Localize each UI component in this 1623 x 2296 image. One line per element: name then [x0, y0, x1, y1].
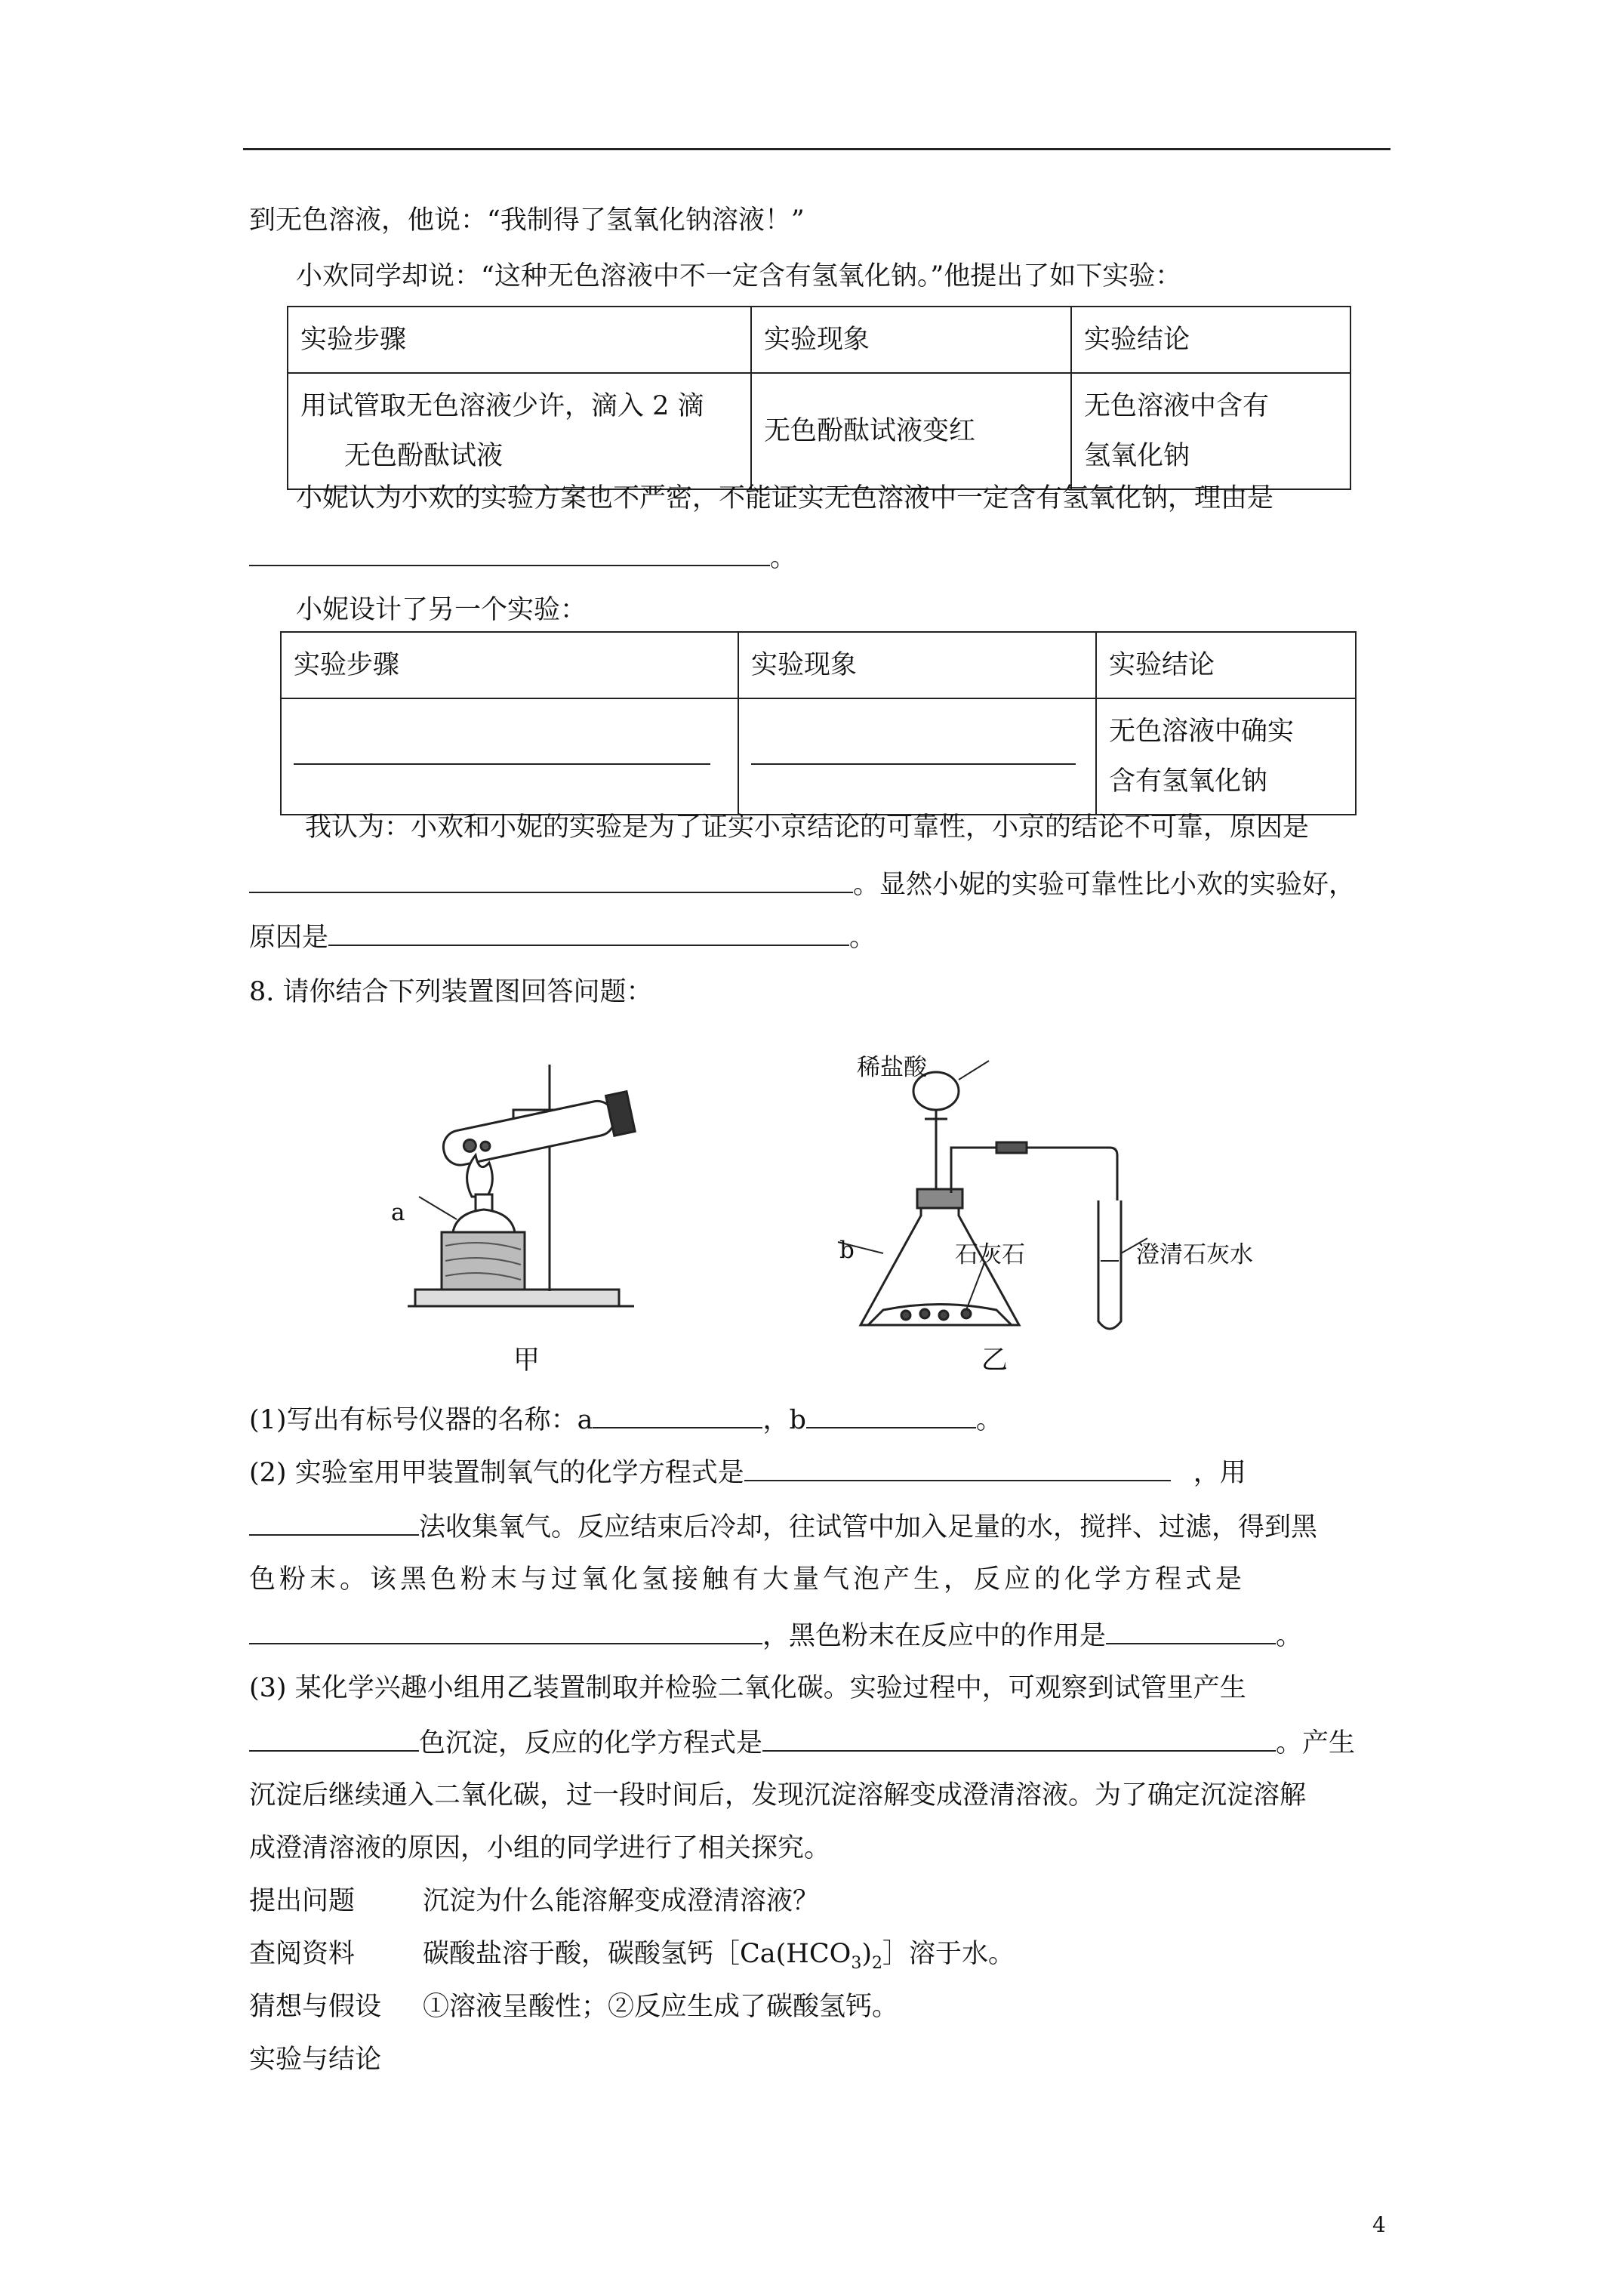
apparatus-yi [838, 1061, 1147, 1329]
text-line: 小妮设计了另一个实验： [296, 595, 587, 625]
header-rule [243, 148, 1390, 150]
inquiry-value: ①溶液呈酸性；②反应生成了碳酸氢钙。 [423, 1992, 899, 2022]
caption-jia: 甲 [513, 1345, 540, 1376]
step-line: 用试管取无色溶液少许，滴入 2 滴 [300, 391, 704, 421]
text-line: 成澄清溶液的原因，小组的同学进行了相关探究。 [249, 1833, 831, 1863]
text-line: 法收集氧气。反应结束后冷却，往试管中加入足量的水，搅拌、过滤，得到黑 [249, 1507, 1317, 1546]
answer-blank[interactable] [806, 1400, 976, 1428]
answer-blank[interactable] [249, 1723, 419, 1752]
text-line: 色沉淀，反应的化学方程式是 。产生 [249, 1723, 1355, 1761]
text-line: 我认为：小欢和小妮的实验是为了证实小京结论的可靠性，小京的结论不可靠，原因是 [305, 812, 1310, 843]
answer-blank[interactable] [328, 917, 849, 946]
table-header-row [288, 307, 1350, 373]
experiment-table-1 [287, 306, 1351, 490]
inquiry-key: 提出问题 [249, 1886, 356, 1916]
answer-blank[interactable] [294, 736, 710, 765]
apparatus-figure [362, 1034, 1306, 1351]
answer-blank[interactable] [249, 1507, 419, 1536]
table-header-row [281, 632, 1356, 698]
test-tube-limewater [1098, 1200, 1121, 1329]
text-line: 小妮认为小欢的实验方案也不严密，不能证实无色溶液中一定含有氢氧化钠，理由是 [296, 483, 1274, 513]
inquiry-key: 实验与结论 [249, 2045, 382, 2075]
text-line: 到无色溶液，他说：“我制得了氢氧化钠溶液！” [249, 205, 805, 236]
text-line: 。显然小妮的实验可靠性比小欢的实验好， [249, 864, 1355, 903]
text-line: 沉淀后继续通入二氧化碳，过一段时间后，发现沉淀溶解变成澄清溶液。为了确定沉淀溶解 [249, 1780, 1307, 1811]
table-cell [288, 373, 751, 489]
table-header: 实验现象 [738, 632, 1096, 698]
label-b: b [839, 1237, 855, 1264]
table-header: 实验步骤 [281, 632, 738, 698]
text-line: (3) 某化学兴趣小组用乙装置制取并检验二氧化碳。实验过程中，可观察到试管里产生 [249, 1673, 1246, 1703]
answer-blank[interactable] [762, 1723, 1276, 1752]
label-limewater: 澄清石灰水 [1136, 1241, 1253, 1268]
text-line: 色粉末。该黑色粉末与过氧化氢接触有大量气泡产生，反应的化学方程式是 [249, 1564, 1246, 1595]
table-header: 实验步骤 [288, 307, 751, 373]
apparatus-jia [408, 1065, 635, 1306]
table-header: 实验结论 [1071, 307, 1350, 373]
conclusion-line: 氢氧化钠 [1084, 441, 1190, 471]
test-tube [440, 1092, 636, 1171]
caption-yi: 乙 [981, 1345, 1009, 1376]
text-line: (2) 实验室用甲装置制氧气的化学方程式是 ，用 [249, 1453, 1246, 1491]
table-cell [281, 698, 738, 815]
table-header: 实验现象 [751, 307, 1071, 373]
text-line: 。 [249, 538, 796, 576]
label-dilute-hcl: 稀盐酸 [857, 1054, 927, 1081]
table-header: 实验结论 [1096, 632, 1356, 698]
text-line: 小欢同学却说：“这种无色溶液中不一定含有氢氧化钠。”他提出了如下实验： [296, 261, 1182, 291]
inquiry-value: 沉淀为什么能溶解变成澄清溶液？ [423, 1886, 820, 1916]
table-row [281, 698, 1356, 815]
inquiry-key: 查阅资料 [249, 1939, 356, 1969]
label-limestone: 石灰石 [955, 1241, 1025, 1268]
text-line: 原因是 。 [249, 917, 876, 956]
conclusion-line: 无色溶液中确实 [1109, 717, 1295, 747]
text-line: (1)写出有标号仪器的名称：a ，b 。 [249, 1400, 1002, 1438]
table-cell [1071, 373, 1350, 489]
alcohol-lamp [453, 1210, 515, 1232]
answer-blank[interactable] [1106, 1616, 1276, 1644]
conclusion-line: 无色溶液中含有 [1084, 391, 1270, 421]
table-row [288, 373, 1350, 489]
conclusion-line: 含有氢氧化钠 [1109, 766, 1268, 797]
inquiry-key: 猜想与假设 [249, 1992, 382, 2022]
page-number: 4 [1372, 2212, 1386, 2237]
question-heading: 8. 请你结合下列装置图回答问题： [249, 977, 653, 1007]
answer-blank[interactable] [249, 864, 853, 893]
table-cell: 无色酚酞试液变红 [751, 373, 1071, 489]
table-cell [738, 698, 1096, 815]
text-line: ，黑色粉末在反应中的作用是 。 [249, 1616, 1302, 1654]
stand-base [415, 1290, 619, 1306]
experiment-table-2 [280, 631, 1357, 815]
inquiry-value: 碳酸盐溶于酸，碳酸氢钙$[Ca(HCO_3)_2]$溶于水。 [423, 1939, 1015, 1973]
answer-blank[interactable] [249, 1616, 762, 1644]
step-line: 无色酚酞试液 [344, 441, 504, 471]
answer-blank[interactable] [593, 1400, 762, 1428]
answer-blank[interactable] [249, 538, 770, 566]
wooden-block [442, 1232, 525, 1290]
answer-blank[interactable] [744, 1453, 1171, 1481]
table-cell [1096, 698, 1356, 815]
label-a: a [391, 1199, 405, 1226]
answer-blank[interactable] [751, 736, 1076, 765]
